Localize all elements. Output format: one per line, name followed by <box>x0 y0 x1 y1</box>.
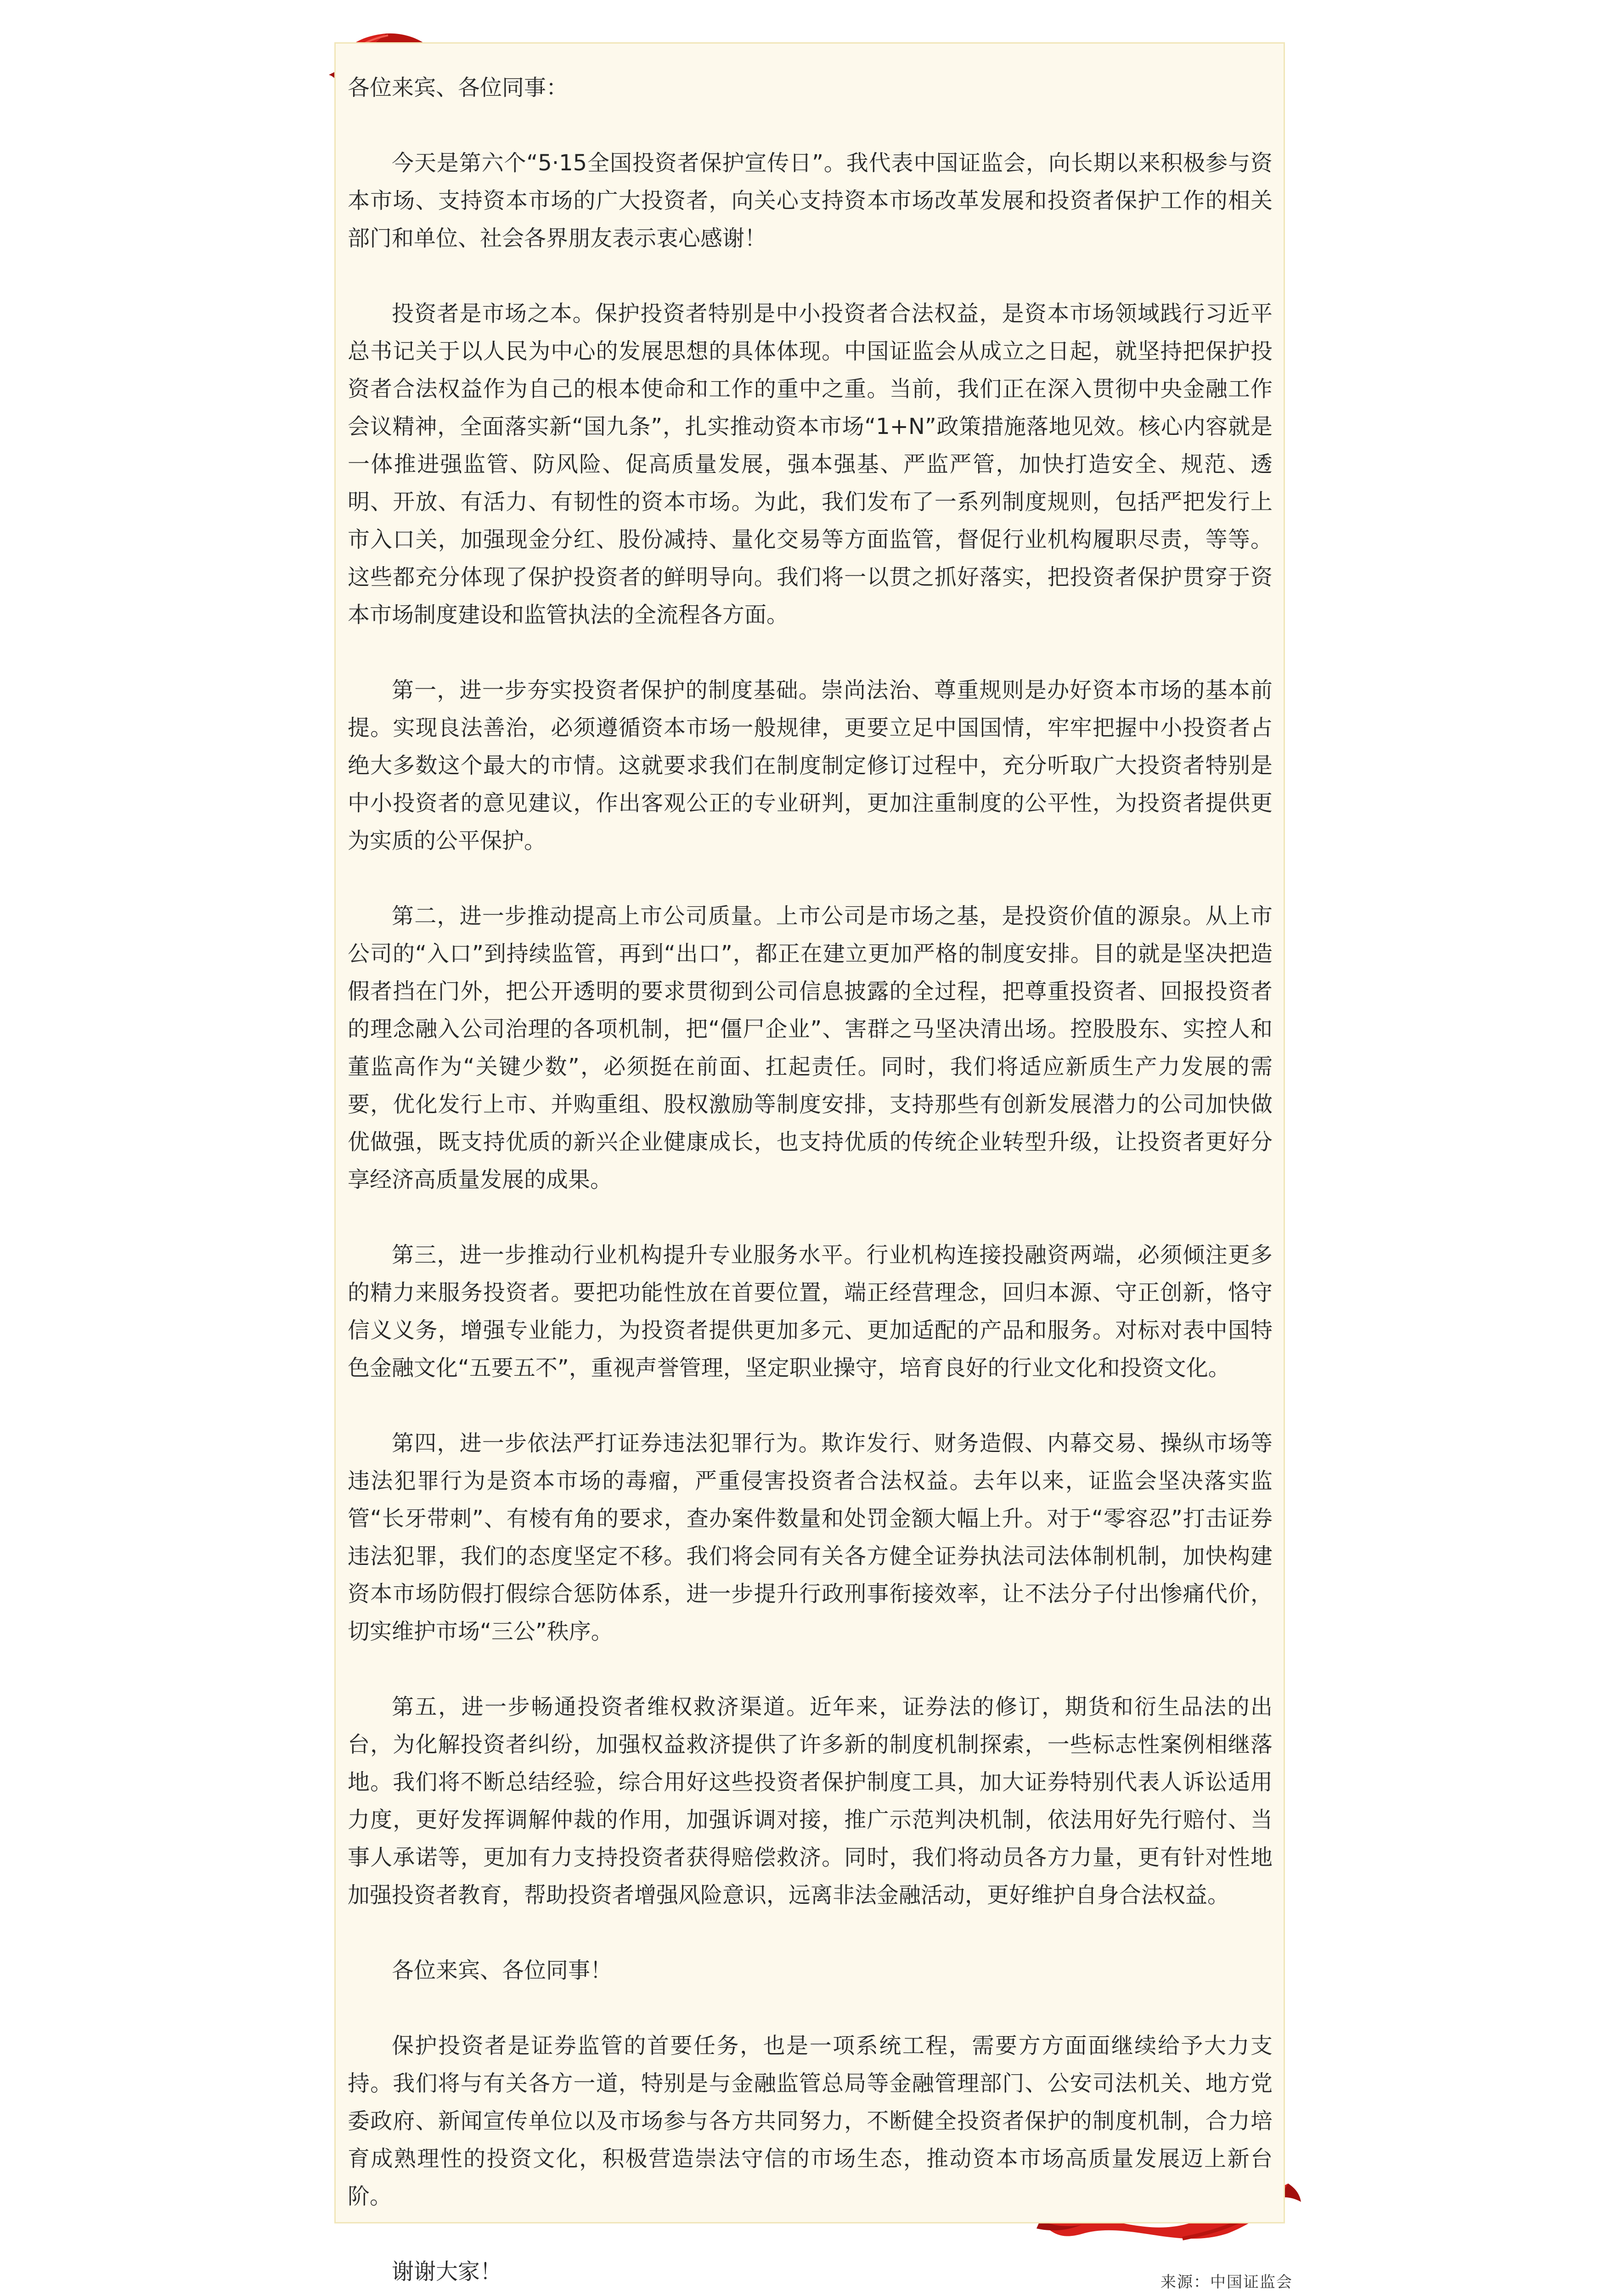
letter-body <box>348 69 1273 2290</box>
paragraph-investors-foundation: 投资者是市场之本。保护投资者特别是中小投资者合法权益，是资本市场领域践行习近平总书记关于以人民为中心的发展思想的具体体现。中国证监会从成立之日起，就坚持把保护投资者合法权益作为自己的根本使命和工作的重中之重。当前，我们正在深入贯彻中央金融工作会议精神，全面落实新“国九条”，扎实推动资本市场“1+N”政策措施落地见效。核心内容就是一体推进强监管、防风险、促高质量发展，强本强基、严监严管，加快打造安全、规范、透明、开放、有活力、有韧性的资本市场。为此，我们发布了一系列制度规则，包括严把发行上市入口关，加强现金分红、股份减持、量化交易等方面监管，督促行业机构履职尽责，等等。这些都充分体现了保护投资者的鲜明导向。我们将一以贯之抓好落实，把投资者保护贯穿于资本市场制度建设和监管执法的全流程各方面。 <box>348 301 1273 628</box>
letter-salutation: 各位来宾、各位同事： <box>348 75 569 101</box>
paragraph-point-two: 第二，进一步推动提高上市公司质量。上市公司是市场之基，是投资价值的源泉。从上市公司的“入口”到持续监管，再到“出口”，都正在建立更加严格的制度安排。目的就是坚决把造假者挡在门外，把公开透明的要求贯彻到公司信息披露的全过程，把尊重投资者、回报投资者的理念融入公司治理的各项机制，把“僵尸企业”、害群之马坚决清出场。控股股东、实控人和董监高作为“关键少数”，必须挺在前面、扛起责任。同时，我们将适应新质生产力发展的需要，优化发行上市、并购重组、股权激励等制度安排，支持那些有创新发展潜力的公司加快做优做强，既支持优质的新兴企业健康成长，也支持优质的传统企业转型升级，让投资者更好分享经济高质量发展的成果。 <box>348 903 1273 1193</box>
paragraph-second-salutation: 各位来宾、各位同事！ <box>392 1958 613 1983</box>
paragraph-opening-thanks: 今天是第六个“5·15全国投资者保护宣传日”。我代表中国证监会，向长期以来积极参与资本市场、支持资本市场的广大投资者，向关心支持资本市场改革发展和投资者保护工作的相关部门和单位、社会各界朋友表示衷心感谢！ <box>348 150 1273 251</box>
paragraph-point-three: 第三，进一步推动行业机构提升专业服务水平。行业机构连接投融资两端，必须倾注更多的精力来服务投资者。要把功能性放在首要位置，端正经营理念，回归本源、守正创新，恪守信义义务，增强专业能力，为投资者提供更加多元、更加适配的产品和服务。对标对表中国特色金融文化“五要五不”，重视声誉管理，坚定职业操守，培育良好的行业文化和投资文化。 <box>348 1242 1273 1381</box>
source-credit: 来源：中国证监会 <box>1160 2273 1293 2291</box>
paragraph-point-four: 第四，进一步依法严打证券违法犯罪行为。欺诈发行、财务造假、内幕交易、操纵市场等违法犯罪行为是资本市场的毒瘤，严重侵害投资者合法权益。去年以来，证监会坚决落实监管“长牙带刺”、有棱有角的要求，查办案件数量和处罚金额大幅上升。对于“零容忍”打击证券违法犯罪，我们的态度坚定不移。我们将会同有关各方健全证券执法司法体制机制，加快构建资本市场防假打假综合惩防体系，进一步提升行政刑事衔接效率，让不法分子付出惨痛代价，切实维护市场“三公”秩序。 <box>348 1430 1273 1644</box>
paragraph-thanks: 谢谢大家！ <box>392 2259 502 2285</box>
paragraph-point-one: 第一，进一步夯实投资者保护的制度基础。崇尚法治、尊重规则是办好资本市场的基本前提。实现良法善治，必须遵循资本市场一般规律，更要立足中国国情，牢牢把握中小投资者占绝大多数这个最大的市情。这就要求我们在制度制定修订过程中，充分听取广大投资者特别是中小投资者的意见建议，作出客观公正的专业研判，更加注重制度的公平性，为投资者提供更为实质的公平保护。 <box>348 677 1273 854</box>
paragraph-point-five: 第五，进一步畅通投资者维权救济渠道。近年来，证券法的修订，期货和衍生品法的出台，为化解投资者纠纷，加强权益救济提供了许多新的制度机制探索，一些标志性案例相继落地。我们将不断总结经验，综合用好这些投资者保护制度工具，加大证券特别代表人诉讼适用力度，更好发挥调解仲裁的作用，加强诉调对接，推广示范判决机制，依法用好先行赔付、当事人承诺等，更加有力支持投资者获得赔偿救济。同时，我们将动员各方力量，更有针对性地加强投资者教育，帮助投资者增强风险意识，远离非法金融活动，更好维护自身合法权益。 <box>348 1694 1273 1908</box>
paragraph-closing-remarks: 保护投资者是证券监管的首要任务，也是一项系统工程，需要方方面面继续给予大力支持。我们将与有关各方一道，特别是与金融监管总局等金融管理部门、公安司法机关、地方党委政府、新闻宣传单位以及市场参与各方共同努力，不断健全投资者保护的制度机制，合力培育成熟理性的投资文化，积极营造崇法守信的市场生态，推动资本市场高质量发展迈上新台阶。 <box>348 2033 1273 2209</box>
